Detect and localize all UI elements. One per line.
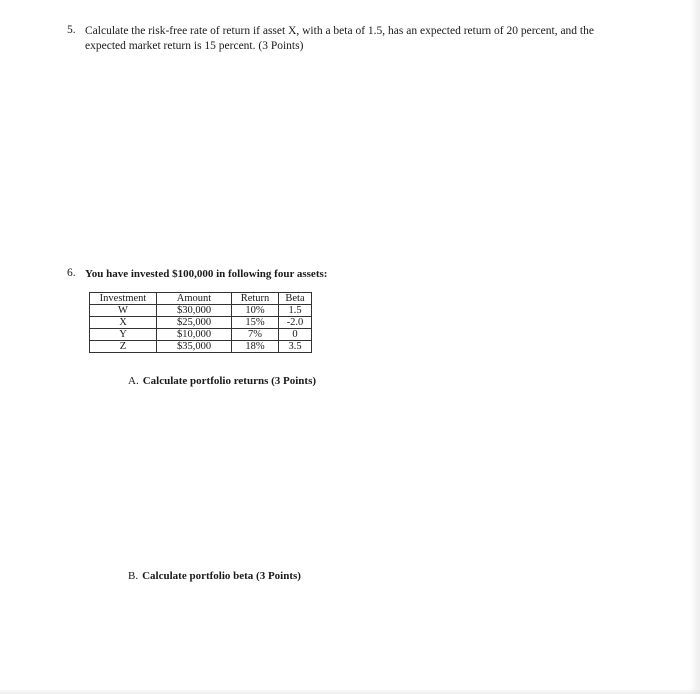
question-6-text: You have invested $100,000 in following four assets:	[85, 268, 328, 280]
cell-return: 7%	[232, 329, 279, 341]
part-b-letter: B.	[128, 570, 139, 582]
table-row	[90, 317, 312, 329]
cell-amount: $10,000	[157, 329, 232, 341]
question-6-part-b	[128, 570, 301, 582]
page-edge-shadow	[690, 0, 700, 694]
table-header-row	[90, 293, 312, 305]
cell-return: 18%	[232, 341, 279, 353]
cell-return: 15%	[232, 317, 279, 329]
question-5-number: 5.	[67, 24, 76, 36]
page-bottom-shadow	[0, 688, 700, 694]
cell-amount: $25,000	[157, 317, 232, 329]
cell-amount: $35,000	[157, 341, 232, 353]
cell-beta: 0	[279, 329, 312, 341]
question-6-part-a	[128, 375, 316, 387]
header-return: Return	[232, 293, 279, 305]
cell-amount: $30,000	[157, 305, 232, 317]
cell-investment: Z	[90, 341, 157, 353]
cell-investment: W	[90, 305, 157, 317]
question-5-line-1: Calculate the risk-free rate of return if asset X, with a beta of 1.5, has an expected return of 20 percent, and the	[85, 25, 594, 37]
part-a-letter: A.	[128, 375, 139, 387]
table-row	[90, 341, 312, 353]
investment-table	[89, 292, 312, 353]
cell-beta: 1.5	[279, 305, 312, 317]
cell-investment: X	[90, 317, 157, 329]
cell-beta: -2.0	[279, 317, 312, 329]
part-a-text: Calculate portfolio returns (3 Points)	[142, 375, 317, 387]
header-beta: Beta	[279, 293, 312, 305]
header-amount: Amount	[157, 293, 232, 305]
question-5-text	[85, 24, 655, 54]
cell-investment: Y	[90, 329, 157, 341]
question-5-line-2: expected market return is 15 percent. (3 Points)	[85, 40, 304, 52]
cell-beta: 3.5	[279, 341, 312, 353]
header-investment: Investment	[90, 293, 157, 305]
question-6-number: 6.	[67, 267, 76, 279]
table-row	[90, 329, 312, 341]
table-row	[90, 305, 312, 317]
cell-return: 10%	[232, 305, 279, 317]
part-b-text: Calculate portfolio beta (3 Points)	[142, 570, 301, 582]
